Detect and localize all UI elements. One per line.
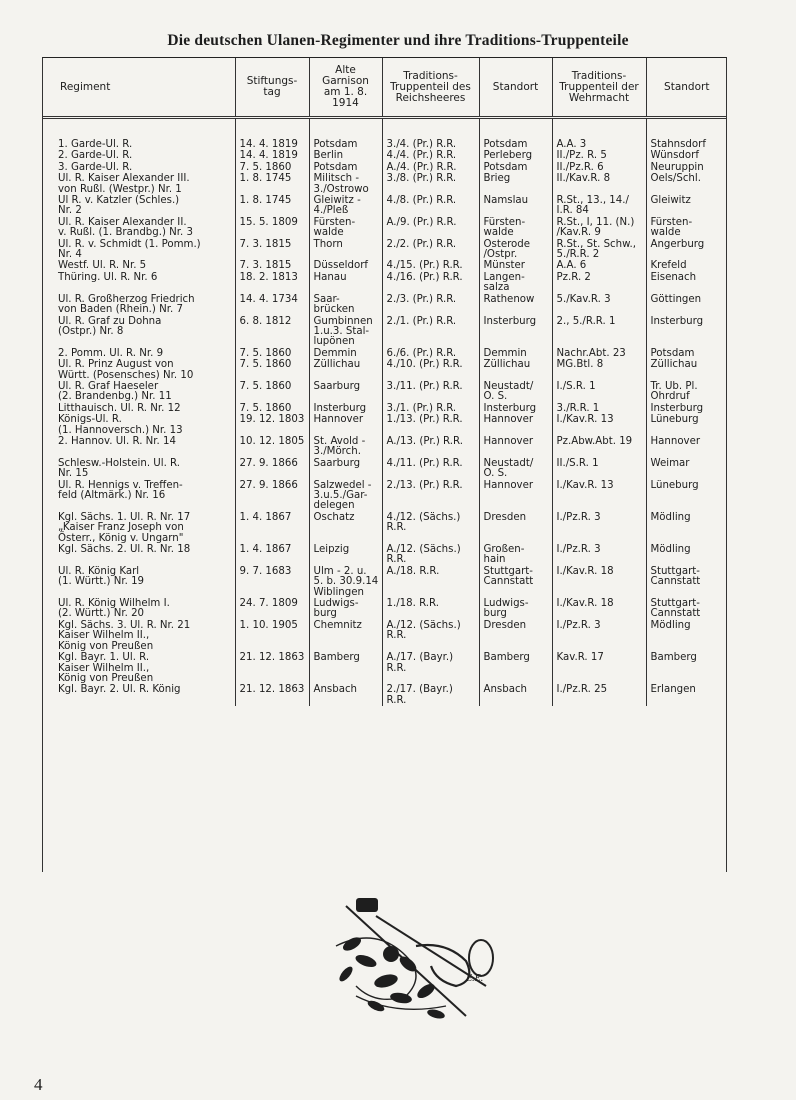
cell-traditions-reichsheer: A./12. (Sächs.) R.R. xyxy=(382,620,479,652)
cell-standort-reichsheer: Neustadt/ O. S. xyxy=(479,381,552,403)
table-body xyxy=(42,118,727,707)
cell-standort-reichsheer: Perleberg xyxy=(479,150,552,161)
cell-traditions-wehrmacht: MG.Btl. 8 xyxy=(552,359,646,381)
cell-standort-reichsheer: Großen- hain xyxy=(479,544,552,566)
table-row xyxy=(42,512,727,544)
table-row xyxy=(42,239,727,261)
cell-standort-reichsheer: Züllichau xyxy=(479,359,552,381)
table-row xyxy=(42,316,727,348)
table-row xyxy=(42,436,727,458)
cell-stiftungstag: 7. 5. 1860 xyxy=(235,403,309,414)
cell-traditions-reichsheer: 4./12. (Sächs.) R.R. xyxy=(382,512,479,544)
cell-regiment: Kgl. Sächs. 3. Ul. R. Nr. 21 Kaiser Wilhelm II., König von Preußen xyxy=(58,619,191,652)
vignette-initials: E.E. xyxy=(466,973,484,984)
cell-standort-reichsheer: Insterburg xyxy=(479,316,552,348)
cell-standort-reichsheer: Stuttgart- Cannstatt xyxy=(479,566,552,598)
cell-alte-garnison: Demmin xyxy=(309,348,382,359)
header-stiftungstag: Stiftungs- tag xyxy=(235,58,309,118)
page-number: 4 xyxy=(34,1075,43,1094)
table-row xyxy=(42,359,727,381)
cell-stiftungstag: 15. 5. 1809 xyxy=(235,217,309,239)
cell-traditions-wehrmacht: R.St., 13., 14./ I.R. 84 xyxy=(552,195,646,217)
cell-regiment: Ul. R. Prinz August von Württ. (Posensches) Nr. 10 xyxy=(58,359,194,381)
cell-standort-reichsheer: Demmin xyxy=(479,348,552,359)
cell-traditions-wehrmacht: R.St., I, 11. (N.) /Kav.R. 9 xyxy=(552,217,646,239)
table-row xyxy=(42,173,727,195)
table-row xyxy=(42,348,727,359)
cell-alte-garnison: St. Avold - 3./Mörch. xyxy=(309,436,382,458)
cell-stiftungstag: 7. 3. 1815 xyxy=(235,260,309,271)
cell-standort-wehrmacht: Insterburg xyxy=(646,403,727,414)
cell-alte-garnison: Ansbach xyxy=(309,684,382,706)
cell-regiment: 3. Garde-Ul. R. xyxy=(58,161,133,173)
cell-traditions-wehrmacht: I./Pz.R. 3 xyxy=(552,544,646,566)
cell-traditions-reichsheer: 2./3. (Pr.) R.R. xyxy=(382,294,479,316)
cell-traditions-reichsheer: 3./8. (Pr.) R.R. xyxy=(382,173,479,195)
cell-alte-garnison: Ulm - 2. u. 5. b. 30.9.14 Wiblingen xyxy=(309,566,382,598)
cell-regiment: Litthauisch. Ul. R. Nr. 12 xyxy=(58,402,181,414)
cell-regiment: Ul. R. v. Schmidt (1. Pomm.) Nr. 4 xyxy=(58,238,201,261)
table-row xyxy=(42,272,727,294)
cell-standort-reichsheer: Ansbach xyxy=(479,684,552,706)
cell-traditions-wehrmacht: A.A. 6 xyxy=(552,260,646,271)
header-alte-garnison: Alte Garnison am 1. 8. 1914 xyxy=(309,58,382,118)
table-header-row xyxy=(42,58,727,118)
cell-standort-reichsheer: Rathenow xyxy=(479,294,552,316)
cell-alte-garnison: Salzwedel - 3.u.5./Gar- delegen xyxy=(309,480,382,512)
cell-standort-reichsheer: Dresden xyxy=(479,512,552,544)
cell-traditions-wehrmacht: II./Pz.R. 6 xyxy=(552,162,646,173)
cell-traditions-wehrmacht: II./Pz. R. 5 xyxy=(552,150,646,161)
cell-traditions-wehrmacht: Kav.R. 17 xyxy=(552,652,646,684)
cell-standort-wehrmacht: Züllichau xyxy=(646,359,727,381)
cell-alte-garnison: Berlin xyxy=(309,150,382,161)
cell-regiment: Ul. R. Hennigs v. Treffen- feld (Altmärk.) Nr. 16 xyxy=(58,479,183,501)
cell-traditions-reichsheer: A./17. (Bayr.) R.R. xyxy=(382,652,479,684)
cell-alte-garnison: Thorn xyxy=(309,239,382,261)
cell-regiment: Kgl. Bayr. 2. Ul. R. König xyxy=(58,684,181,696)
cell-standort-wehrmacht: Hannover xyxy=(646,436,727,458)
cell-alte-garnison: Potsdam xyxy=(309,162,382,173)
cell-traditions-wehrmacht: I./Kav.R. 13 xyxy=(552,480,646,512)
cell-traditions-reichsheer: A./12. (Sächs.) R.R. xyxy=(382,544,479,566)
table-row xyxy=(42,620,727,652)
cell-regiment: Ul. R. König Karl (1. Württ.) Nr. 19 xyxy=(58,565,145,588)
cell-alte-garnison: Leipzig xyxy=(309,544,382,566)
table-row xyxy=(42,162,727,173)
cell-stiftungstag: 1. 8. 1745 xyxy=(235,195,309,217)
cell-regiment: Königs-Ul. R. (1. Hannoversch.) Nr. 13 xyxy=(58,414,183,436)
cell-traditions-reichsheer: 3./1. (Pr.) R.R. xyxy=(382,403,479,414)
cell-stiftungstag: 19. 12. 1803 xyxy=(235,414,309,436)
header-traditions-reichsheer: Traditions- Truppenteil des Reichsheeres xyxy=(382,58,479,118)
cell-traditions-reichsheer: 4./15. (Pr.) R.R. xyxy=(382,260,479,271)
cell-regiment: Kgl. Sächs. 2. Ul. R. Nr. 18 xyxy=(58,544,191,556)
cell-stiftungstag: 1. 4. 1867 xyxy=(235,512,309,544)
cell-regiment: 1. Garde-Ul. R. xyxy=(58,139,133,150)
cell-stiftungstag: 6. 8. 1812 xyxy=(235,316,309,348)
cell-traditions-reichsheer: 4./8. (Pr.) R.R. xyxy=(382,195,479,217)
cell-standort-wehrmacht: Weimar xyxy=(646,458,727,480)
cell-standort-wehrmacht: Stuttgart- Cannstatt xyxy=(646,598,727,620)
cell-standort-wehrmacht: Stuttgart- Cannstatt xyxy=(646,566,727,598)
table-row xyxy=(42,652,727,684)
table-row xyxy=(42,566,727,598)
table-row xyxy=(42,260,727,271)
cell-alte-garnison: Insterburg xyxy=(309,403,382,414)
cell-standort-reichsheer: Dresden xyxy=(479,620,552,652)
cell-standort-reichsheer: Hannover xyxy=(479,414,552,436)
cell-stiftungstag: 7. 5. 1860 xyxy=(235,359,309,381)
cell-standort-reichsheer: Fürsten- walde xyxy=(479,217,552,239)
cell-regiment: 2. Pomm. Ul. R. Nr. 9 xyxy=(58,347,164,359)
cell-standort-wehrmacht: Mödling xyxy=(646,512,727,544)
table-row xyxy=(42,480,727,512)
cell-traditions-reichsheer: A./13. (Pr.) R.R. xyxy=(382,436,479,458)
cell-alte-garnison: Düsseldorf xyxy=(309,260,382,271)
header-standort-wehrmacht: Standort xyxy=(646,58,727,118)
cell-standort-wehrmacht: Insterburg xyxy=(646,316,727,348)
cell-standort-wehrmacht: Lüneburg xyxy=(646,414,727,436)
cell-standort-wehrmacht: Wünsdorf xyxy=(646,150,727,161)
cell-standort-wehrmacht: Eisenach xyxy=(646,272,727,294)
cell-traditions-reichsheer: 4./10. (Pr.) R.R. xyxy=(382,359,479,381)
table-row xyxy=(42,294,727,316)
cell-stiftungstag: 21. 12. 1863 xyxy=(235,684,309,706)
cell-traditions-reichsheer: 3./4. (Pr.) R.R. xyxy=(382,139,479,150)
table-row xyxy=(42,403,727,414)
cell-regiment: Ul. R. Graf zu Dohna (Ostpr.) Nr. 8 xyxy=(58,315,162,337)
cell-alte-garnison: Chemnitz xyxy=(309,620,382,652)
cell-regiment: 2. Hannov. Ul. R. Nr. 14 xyxy=(58,435,176,447)
cell-alte-garnison: Saar- brücken xyxy=(309,294,382,316)
cell-traditions-reichsheer: A./9. (Pr.) R.R. xyxy=(382,217,479,239)
cell-standort-reichsheer: Namslau xyxy=(479,195,552,217)
cell-traditions-wehrmacht: I./Pz.R. 3 xyxy=(552,620,646,652)
cell-alte-garnison: Potsdam xyxy=(309,139,382,150)
cell-regiment: Kgl. Bayr. 1. Ul. R. Kaiser Wilhelm II., König von Preußen xyxy=(58,652,154,684)
cell-alte-garnison: Gumbinnen 1.u.3. Stal- lupönen xyxy=(309,316,382,348)
cell-standort-wehrmacht: Erlangen xyxy=(646,684,727,706)
cell-traditions-reichsheer: 2./2. (Pr.) R.R. xyxy=(382,239,479,261)
cell-standort-wehrmacht: Fürsten- walde xyxy=(646,217,727,239)
cell-traditions-wehrmacht: I./Kav.R. 18 xyxy=(552,598,646,620)
table-row xyxy=(42,544,727,566)
cell-stiftungstag: 24. 7. 1809 xyxy=(235,598,309,620)
header-traditions-wehrmacht: Traditions- Truppenteil der Wehrmacht xyxy=(552,58,646,118)
cell-traditions-wehrmacht: 5./Kav.R. 3 xyxy=(552,294,646,316)
cell-regiment: Ul R. v. Katzler (Schles.) Nr. 2 xyxy=(58,195,180,217)
cell-traditions-wehrmacht: I./Pz.R. 25 xyxy=(552,684,646,706)
cell-traditions-wehrmacht: Pz.Abw.Abt. 19 xyxy=(552,436,646,458)
cell-traditions-reichsheer: 1./18. R.R. xyxy=(382,598,479,620)
cell-traditions-reichsheer: A./4. (Pr.) R.R. xyxy=(382,162,479,173)
cell-standort-wehrmacht: Lüneburg xyxy=(646,480,727,512)
cell-standort-reichsheer: Brieg xyxy=(479,173,552,195)
cell-standort-reichsheer: Potsdam xyxy=(479,139,552,150)
cell-standort-wehrmacht: Stahnsdorf xyxy=(646,139,727,150)
cell-standort-wehrmacht: Mödling xyxy=(646,620,727,652)
cell-regiment: Ul. R. Graf Haeseler (2. Brandenbg.) Nr. 11 xyxy=(58,380,172,403)
cell-stiftungstag: 9. 7. 1683 xyxy=(235,566,309,598)
table-row xyxy=(42,217,727,239)
cell-traditions-reichsheer: 6./6. (Pr.) R.R. xyxy=(382,348,479,359)
cell-regiment: Ul. R. Großherzog Friedrich von Baden (Rhein.) Nr. 7 xyxy=(58,293,195,316)
cell-standort-wehrmacht: Oels/Schl. xyxy=(646,173,727,195)
cell-traditions-wehrmacht: I./Pz.R. 3 xyxy=(552,512,646,544)
cell-traditions-reichsheer: 4./16. (Pr.) R.R. xyxy=(382,272,479,294)
cell-traditions-reichsheer: 4./11. (Pr.) R.R. xyxy=(382,458,479,480)
cell-alte-garnison: Ludwigs- burg xyxy=(309,598,382,620)
cell-traditions-reichsheer: 4./4. (Pr.) R.R. xyxy=(382,150,479,161)
cell-stiftungstag: 7. 3. 1815 xyxy=(235,239,309,261)
cell-alte-garnison: Fürsten- walde xyxy=(309,217,382,239)
cell-stiftungstag: 27. 9. 1866 xyxy=(235,480,309,512)
cell-stiftungstag: 14. 4. 1819 xyxy=(235,139,309,150)
cell-alte-garnison: Hanau xyxy=(309,272,382,294)
table-row xyxy=(42,150,727,161)
cell-standort-reichsheer: Ludwigs- burg xyxy=(479,598,552,620)
table-row xyxy=(42,381,727,403)
cell-standort-wehrmacht: Gleiwitz xyxy=(646,195,727,217)
cell-stiftungstag: 14. 4. 1734 xyxy=(235,294,309,316)
table-row xyxy=(42,598,727,620)
page-title: Die deutschen Ulanen-Regimenter und ihre Traditions-Truppenteile xyxy=(167,32,629,49)
cell-traditions-reichsheer: 1./13. (Pr.) R.R. xyxy=(382,414,479,436)
cell-traditions-wehrmacht: II./S.R. 1 xyxy=(552,458,646,480)
cell-standort-wehrmacht: Neuruppin xyxy=(646,162,727,173)
cell-traditions-reichsheer: 3./11. (Pr.) R.R. xyxy=(382,381,479,403)
cell-traditions-wehrmacht: I./S.R. 1 xyxy=(552,381,646,403)
cell-standort-wehrmacht: Potsdam xyxy=(646,348,727,359)
cell-standort-wehrmacht: Bamberg xyxy=(646,652,727,684)
cell-standort-reichsheer: Hannover xyxy=(479,436,552,458)
cell-alte-garnison: Gleiwitz - 4./Pleß xyxy=(309,195,382,217)
cell-traditions-reichsheer: 2./1. (Pr.) R.R. xyxy=(382,316,479,348)
table-row xyxy=(42,458,727,480)
cell-stiftungstag: 1. 4. 1867 xyxy=(235,544,309,566)
table-row xyxy=(42,139,727,150)
cell-stiftungstag: 14. 4. 1819 xyxy=(235,150,309,161)
cell-standort-reichsheer: Neustadt/ O. S. xyxy=(479,458,552,480)
table-row xyxy=(42,684,727,706)
cell-stiftungstag: 18. 2. 1813 xyxy=(235,272,309,294)
cell-stiftungstag: 7. 5. 1860 xyxy=(235,162,309,173)
cell-standort-wehrmacht: Göttingen xyxy=(646,294,727,316)
cell-alte-garnison: Militsch - 3./Ostrowo xyxy=(309,173,382,195)
cell-regiment: Ul. R. König Wilhelm I. (2. Württ.) Nr. 20 xyxy=(58,598,170,620)
cell-standort-wehrmacht: Angerburg xyxy=(646,239,727,261)
regiment-table-frame xyxy=(42,57,727,872)
cell-alte-garnison: Oschatz xyxy=(309,512,382,544)
cell-stiftungstag: 7. 5. 1860 xyxy=(235,348,309,359)
table-spacer-row xyxy=(42,118,727,140)
cell-stiftungstag: 7. 5. 1860 xyxy=(235,381,309,403)
cell-standort-wehrmacht: Krefeld xyxy=(646,260,727,271)
cell-standort-wehrmacht: Mödling xyxy=(646,544,727,566)
cell-stiftungstag: 27. 9. 1866 xyxy=(235,458,309,480)
cell-standort-reichsheer: Bamberg xyxy=(479,652,552,684)
header-regiment: Regiment xyxy=(42,58,235,118)
cell-traditions-reichsheer: 2./13. (Pr.) R.R. xyxy=(382,480,479,512)
cell-alte-garnison: Züllichau xyxy=(309,359,382,381)
regiment-table xyxy=(42,58,727,706)
cell-regiment: Westf. Ul. R. Nr. 5 xyxy=(58,260,147,272)
cell-regiment: Schlesw.-Holstein. Ul. R. Nr. 15 xyxy=(58,457,181,480)
cell-standort-reichsheer: Münster xyxy=(479,260,552,271)
cell-regiment: Ul. R. Kaiser Alexander III. von Rußl. (Westpr.) Nr. 1 xyxy=(58,173,190,195)
cell-standort-wehrmacht: Tr. Üb. Pl. Ohrdruf xyxy=(646,381,727,403)
cell-traditions-wehrmacht: 2., 5./R.R. 1 xyxy=(552,316,646,348)
cell-traditions-wehrmacht: R.St., St. Schw., 5./R.R. 2 xyxy=(552,239,646,261)
cell-regiment: 2. Garde-Ul. R. xyxy=(58,150,133,162)
table-row xyxy=(42,195,727,217)
table-row xyxy=(42,414,727,436)
cell-alte-garnison: Saarburg xyxy=(309,458,382,480)
lance-and-trumpet-vignette xyxy=(316,886,516,1036)
cell-regiment: Kgl. Sächs. 1. Ul. R. Nr. 17 „Kaiser Franz Joseph von Österr., König v. Ungarn" xyxy=(58,511,191,544)
cell-alte-garnison: Saarburg xyxy=(309,381,382,403)
cell-standort-reichsheer: Langen- salza xyxy=(479,272,552,294)
cell-standort-reichsheer: Potsdam xyxy=(479,162,552,173)
cell-traditions-wehrmacht: II./Kav.R. 8 xyxy=(552,173,646,195)
cell-alte-garnison: Hannover xyxy=(309,414,382,436)
cell-traditions-wehrmacht: I./Kav.R. 18 xyxy=(552,566,646,598)
cell-standort-reichsheer: Hannover xyxy=(479,480,552,512)
cell-traditions-wehrmacht: Nachr.Abt. 23 xyxy=(552,348,646,359)
cell-stiftungstag: 1. 8. 1745 xyxy=(235,173,309,195)
cell-stiftungstag: 1. 10. 1905 xyxy=(235,620,309,652)
cell-standort-reichsheer: Osterode /Ostpr. xyxy=(479,239,552,261)
cell-traditions-reichsheer: 2./17. (Bayr.) R.R. xyxy=(382,684,479,706)
cell-traditions-wehrmacht: I./Kav.R. 13 xyxy=(552,414,646,436)
cell-traditions-wehrmacht: Pz.R. 2 xyxy=(552,272,646,294)
cell-regiment: Thüring. Ul. R. Nr. 6 xyxy=(58,271,158,283)
cell-alte-garnison: Bamberg xyxy=(309,652,382,684)
cell-standort-reichsheer: Insterburg xyxy=(479,403,552,414)
cell-stiftungstag: 21. 12. 1863 xyxy=(235,652,309,684)
cell-regiment: Ul. R. Kaiser Alexander II. v. Rußl. (1. Brandbg.) Nr. 3 xyxy=(58,216,194,239)
cell-traditions-wehrmacht: 3./R.R. 1 xyxy=(552,403,646,414)
header-standort-reichsheer: Standort xyxy=(479,58,552,118)
cell-traditions-reichsheer: A./18. R.R. xyxy=(382,566,479,598)
cell-stiftungstag: 10. 12. 1805 xyxy=(235,436,309,458)
cell-traditions-wehrmacht: A.A. 3 xyxy=(552,139,646,150)
